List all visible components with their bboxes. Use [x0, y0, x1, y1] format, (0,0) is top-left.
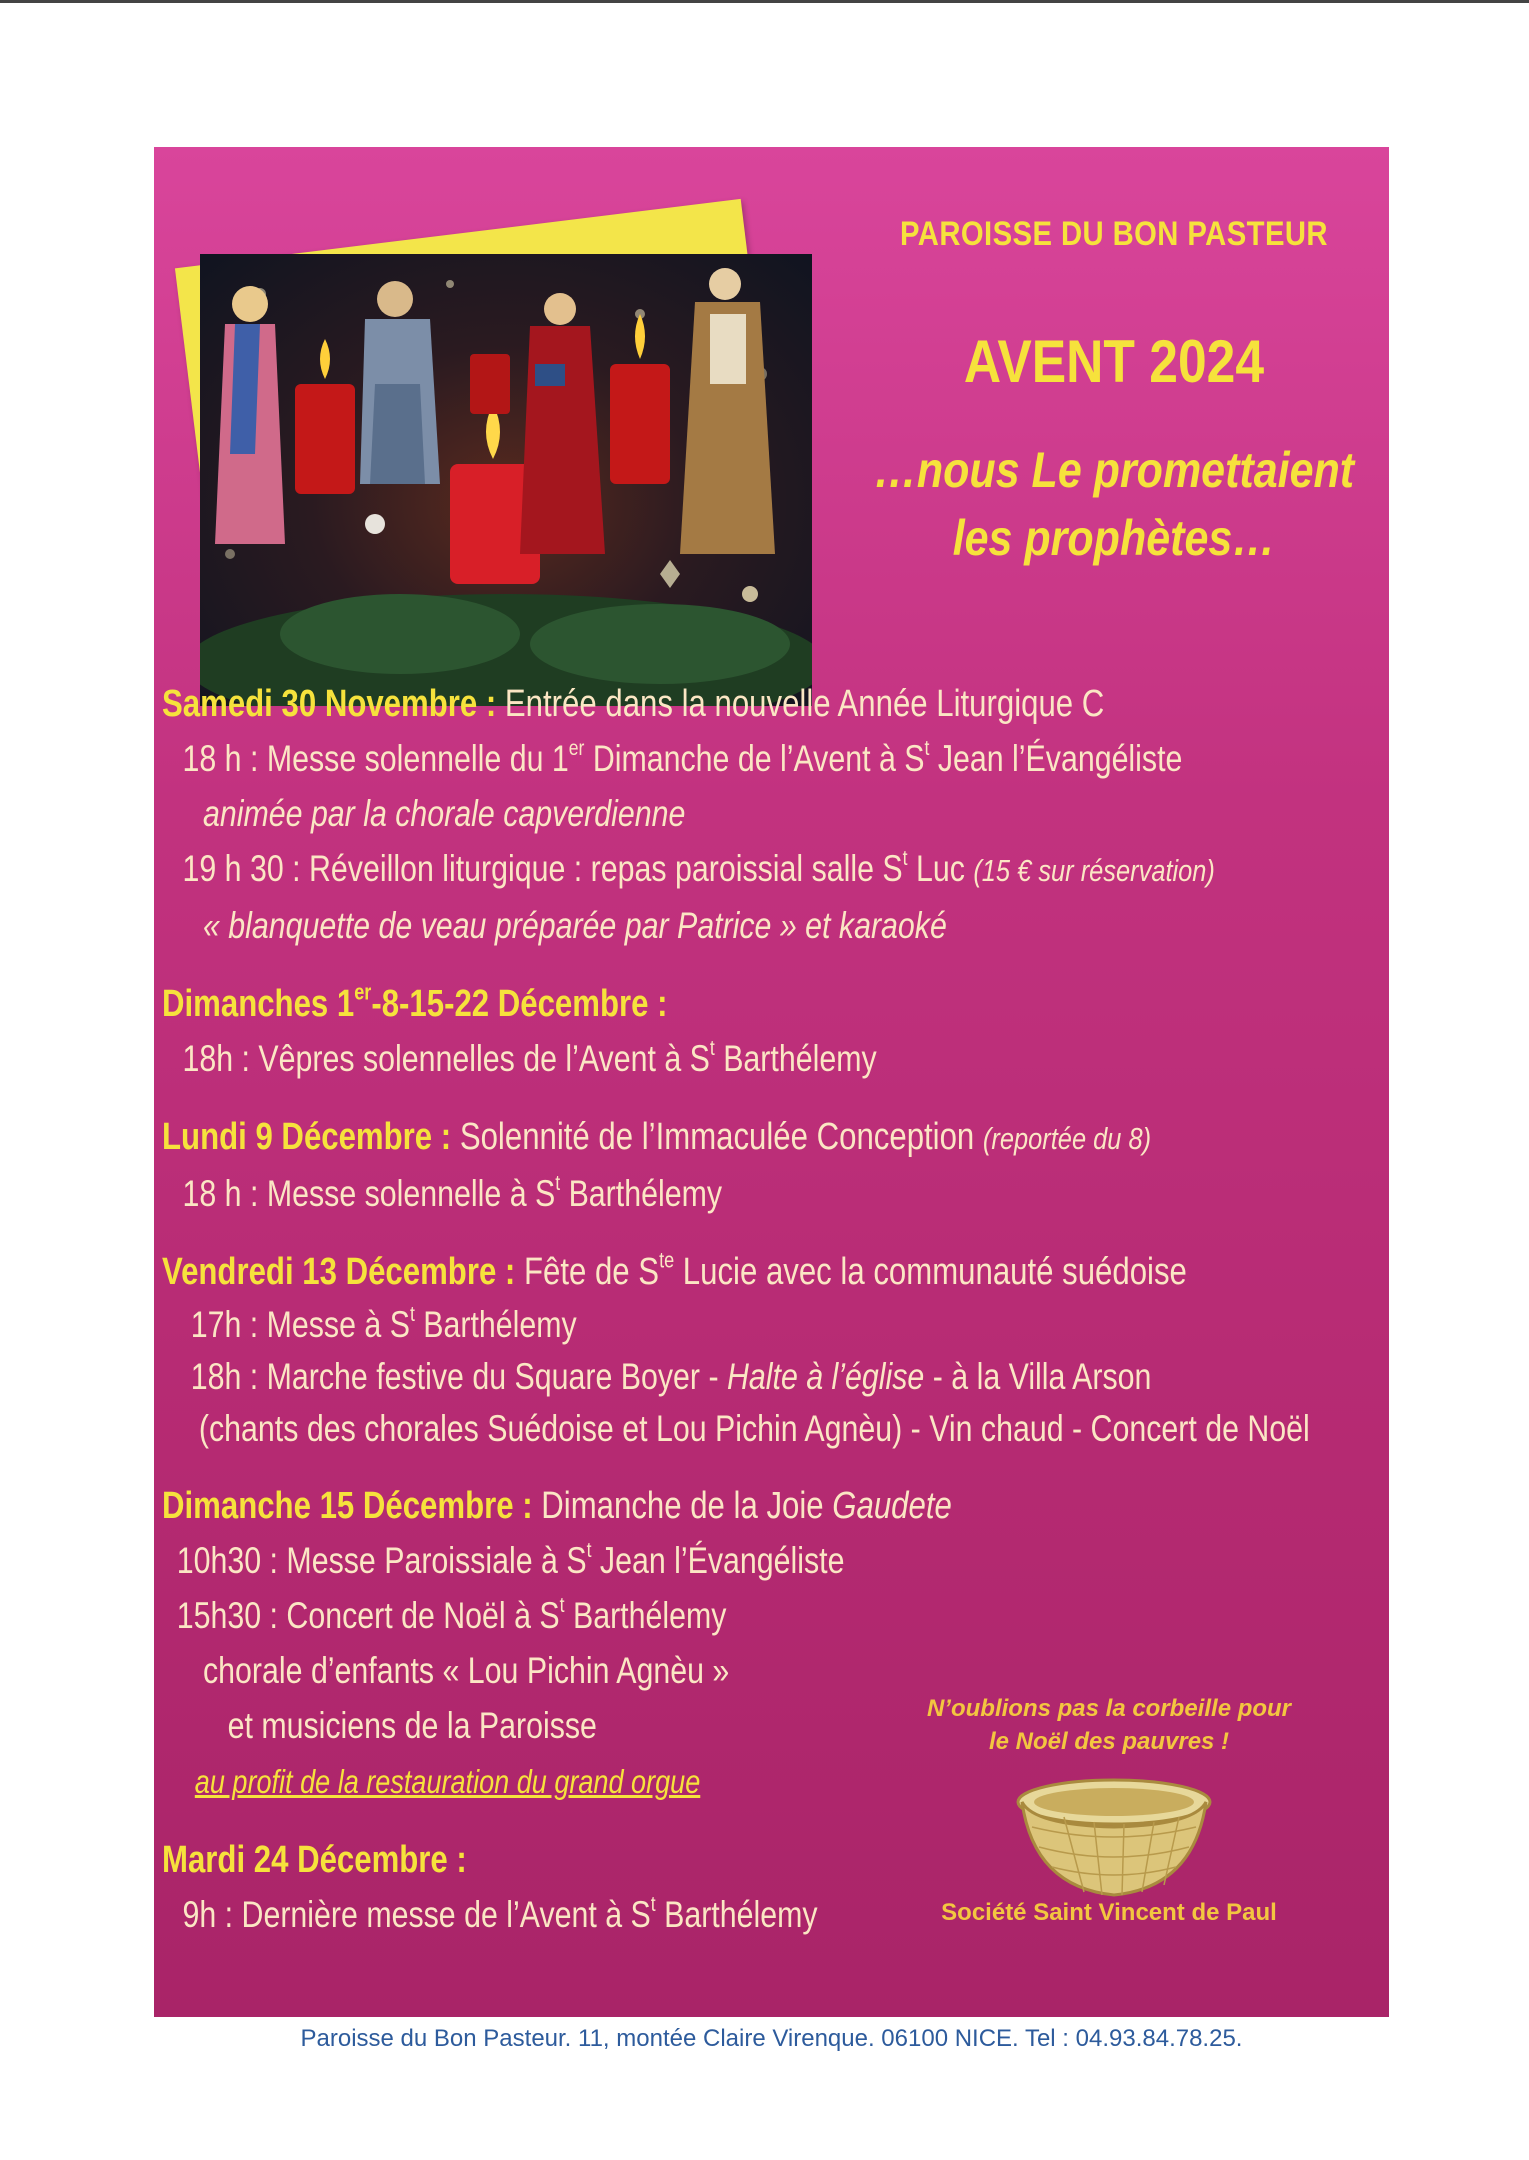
detail-text: Barthélemy: [655, 1894, 818, 1935]
superscript: t: [650, 1891, 656, 1916]
prophet-figure-3: [520, 293, 605, 554]
day-text: -8-15-22 Décembre :: [371, 983, 668, 1025]
event-day: Dimanche 15 Décembre :: [162, 1485, 533, 1527]
event-samedi-30: [162, 677, 1215, 953]
detail-text: Jean l’Évangéliste: [929, 738, 1183, 779]
event-day: [162, 979, 668, 1025]
event-detail: [162, 1299, 1187, 1351]
detail-text: Jean l’Évangéliste: [591, 1540, 845, 1581]
event-detail: [162, 1351, 1187, 1403]
event-lundi-9: [162, 1110, 1187, 1221]
poster-subtitle: [856, 437, 1372, 572]
detail-text: 18h : Marche festive du Square Boyer -: [190, 1356, 727, 1397]
event-heading: [162, 1245, 1187, 1299]
basket-organization: Société Saint Vincent de Paul: [941, 1899, 1277, 1926]
superscript: t: [902, 845, 908, 870]
event-dimanches-avent: [162, 977, 1187, 1086]
detail-text: 10h30 : Messe Paroissiale à S: [176, 1540, 587, 1581]
event-vendredi-13: [162, 1245, 1310, 1455]
detail-text: Barthélemy: [414, 1304, 577, 1345]
event-heading: [162, 977, 1187, 1031]
event-detail: [162, 1588, 1187, 1643]
event-detail: (chants des chorales Suédoise et Lou Pichin Agnèu) - Vin chaud - Concert de Noël: [198, 1408, 1310, 1449]
superscript: te: [659, 1247, 675, 1273]
event-dimanche-15: [162, 1479, 1187, 1809]
event-detail: [162, 1533, 1187, 1588]
superscript: er: [354, 979, 372, 1005]
superscript: t: [559, 1592, 565, 1617]
detail-text: Barthélemy: [560, 1173, 723, 1214]
detail-text: Luc: [907, 848, 974, 889]
prophet-figure-1: [215, 286, 285, 544]
subtitle-line-2: les prophètes…: [952, 509, 1276, 566]
event-detail: [162, 841, 1215, 898]
advent-illustration: [200, 254, 812, 706]
event-heading: [162, 1110, 1187, 1166]
event-detail: animée par la chorale capverdienne: [203, 793, 686, 834]
prophet-figure-2: [360, 281, 440, 484]
event-title: Dimanche de la Joie: [532, 1485, 833, 1527]
top-scan-rule: [0, 0, 1529, 3]
superscript: t: [924, 735, 930, 760]
event-detail: [162, 731, 1187, 786]
superscript: t: [409, 1301, 415, 1326]
detail-text: 9h : Dernière messe de l’Avent à S: [182, 1894, 651, 1935]
event-detail: [162, 1031, 1187, 1086]
event-day: Samedi 30 Novembre :: [162, 683, 497, 725]
detail-text: Dimanche de l’Avent à S: [584, 738, 925, 779]
advent-candles-prophets-image: [200, 254, 812, 706]
detail-text: Barthélemy: [714, 1038, 877, 1079]
event-heading: [162, 677, 1187, 731]
parish-name: PAROISSE DU BON PASTEUR: [900, 215, 1328, 253]
event-day: Lundi 9 Décembre :: [162, 1116, 452, 1158]
event-note: (reportée du 8): [982, 1121, 1152, 1156]
detail-text: - à la Villa Arson: [924, 1356, 1152, 1397]
detail-underlined: au profit de la restauration du grand orgue: [194, 1763, 701, 1800]
event-day: Mardi 24 Décembre :: [162, 1839, 467, 1881]
event-title-italic: Gaudete: [832, 1485, 952, 1527]
basket-note-line-2: le Noël des pauvres !: [988, 1728, 1230, 1755]
event-title: Fête de S: [515, 1251, 660, 1293]
detail-text: 18 h : Messe solennelle à S: [182, 1173, 556, 1214]
superscript: t: [709, 1035, 715, 1060]
event-title: Entrée dans la nouvelle Année Liturgique C: [496, 683, 1105, 725]
footer-address: Paroisse du Bon Pasteur. 11, montée Claire Virenque. 06100 NICE. Tel : 04.93.84.78.25.: [300, 2025, 1243, 2052]
event-title: Lucie avec la communauté suédoise: [674, 1251, 1187, 1293]
event-detail: [162, 1166, 1187, 1221]
detail-text: 18 h : Messe solennelle du 1: [182, 738, 569, 779]
event-day: Vendredi 13 Décembre :: [162, 1251, 516, 1293]
event-detail: chorale d’enfants « Lou Pichin Agnèu »: [203, 1650, 730, 1691]
detail-text: 17h : Messe à S: [190, 1304, 410, 1345]
basket-note: [894, 1692, 1324, 1758]
detail-text: 18h : Vêpres solennelles de l’Avent à S: [182, 1038, 710, 1079]
event-detail: et musiciens de la Paroisse: [227, 1705, 597, 1746]
prophet-figure-4: [680, 268, 775, 554]
detail-text: 19 h 30 : Réveillon liturgique : repas paroissial salle S: [182, 848, 903, 889]
advent-poster: [154, 147, 1389, 2017]
event-heading: [162, 1479, 1187, 1533]
detail-note: (15 € sur réservation): [973, 853, 1215, 888]
event-title: Solennité de l’Immaculée Conception: [451, 1116, 983, 1158]
detail-text: 15h30 : Concert de Noël à S: [176, 1595, 560, 1636]
poster-title: AVENT 2024: [963, 328, 1265, 395]
detail-text: Barthélemy: [564, 1595, 727, 1636]
basket-note-line-1: N’oublions pas la corbeille pour: [926, 1695, 1292, 1722]
superscript: t: [586, 1537, 592, 1562]
superscript: er: [568, 735, 585, 760]
event-detail: « blanquette de veau préparée par Patrice » et karaoké: [203, 905, 947, 946]
subtitle-line-1: …nous Le promettaient: [873, 442, 1355, 498]
day-text: Dimanches 1: [162, 983, 355, 1025]
detail-italic: Halte à l’église: [726, 1356, 925, 1397]
superscript: t: [555, 1170, 561, 1195]
basket-icon: [1014, 1767, 1214, 1902]
